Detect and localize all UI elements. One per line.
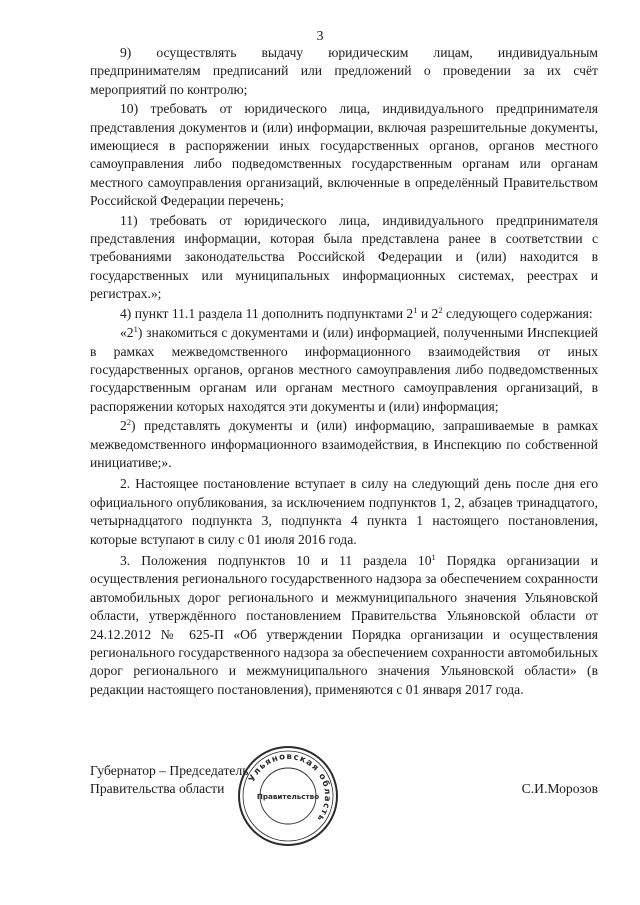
signatory-title xyxy=(90,762,248,798)
seal-center-text: Правительство xyxy=(256,792,320,801)
signatory-name: С.И.Морозов xyxy=(521,781,598,796)
svg-text:Ульяновская область xyxy=(247,752,332,824)
page-number: 3 xyxy=(316,29,324,44)
paragraph-section-2: 2. Настоящее постановление вступает в силу на следующий день после дня его официального опубликования, за исключением подпунктов 1, 2, абзацев тринадцатого, четырнадцатого подпункта 3, подпункта 4 пункта 1 настоящего постановления, которые вступают в силу с 01 июля 2016 года. xyxy=(90,476,598,547)
paragraph-item-9: 9) осуществлять выдачу юридическим лицам, индивидуальным предпринимателям предписаний или предложений о проведении за их счёт мероприятий по контролю; xyxy=(90,45,598,97)
paragraph-item-11: 11) требовать от юридического лица, индивидуального предпринимателя представления информации, которая была представлена ранее в соответствии с требованиями законодательства Российской Федерации и (или) находится в государственных или муниципальных информационных системах, реестрах и регистрах.»; xyxy=(90,212,598,302)
paragraph-point-4: 4) пункт 11.1 раздела 11 дополнить подпунктами $2^1$ и $2^2$ следующего содержания: xyxy=(120,304,593,321)
signatory-title-line-1: Губернатор – Председатель xyxy=(90,763,249,778)
paragraph-subitem-2-1: «$2^1$) знакомиться с документами и (или) информацией, полученными Инспекцией в рамках межведомственного информационного взаимодействия от иных государственных органов, органов местного самоуправления либо подведомственных государственным органам или органам местного самоуправления организаций, в распоряжении которых находятся эти документы и (или) информация; xyxy=(90,324,598,414)
official-seal-stamp xyxy=(236,744,340,848)
paragraph-section-3: 3. Положения подпунктов 10 и 11 раздела $10^1$ Порядка организации и осуществления регионального государственного надзора за обеспечением сохранности автомобильных дорог регионального и межмуниципального значения Ульяновской области, утверждённого постановлением Правительства Ульяновской области от 24.12.2012 № 625-П «Об утверждении Порядка организации и осуществления регионального государственного надзора за обеспечением сохранности автомобильных дорог регионального и межмуниципального значения Ульяновской области» (в редакции настоящего постановления), применяются с 01 января 2017 года. xyxy=(90,551,598,697)
signatory-title-line-2: Правительства области xyxy=(90,781,225,796)
paragraph-item-10: 10) требовать от юридического лица, индивидуального предпринимателя представления документов и (или) информации, включая разрешительные документы, имеющиеся в распоряжении иных государственных органов, органов местного самоуправления либо подведомственных государственным органам или органам местного самоуправления организаций, включенные в определённый Правительством Российской Федерации перечень; xyxy=(90,101,598,209)
seal-ring-text: Ульяновская область xyxy=(247,751,333,824)
document-body xyxy=(90,44,598,700)
paragraph-subitem-2-2: $2^2$) представлять документы и (или) информацию, запрашиваемые в рамках межведомственного информационного взаимодействия, в Инспекцию по собственной инициативе;». xyxy=(90,417,598,470)
